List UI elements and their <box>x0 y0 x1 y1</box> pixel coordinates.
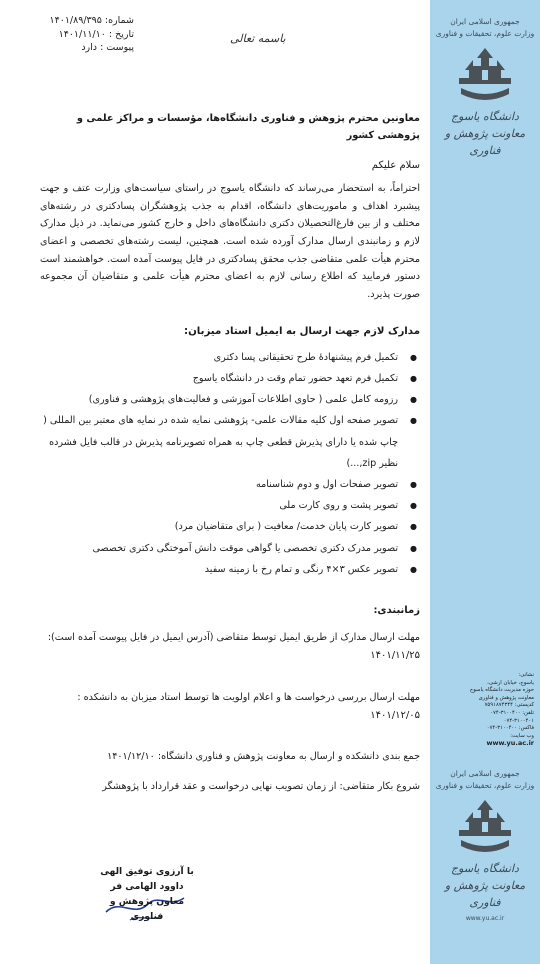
list-item: ● رزومه کامل علمی ( حاوی اطلاعات آموزشی و فعالیت‌های پژوهشی و فناوری) <box>40 389 398 410</box>
sidebar-bottom-block <box>430 768 540 922</box>
sidebar-contact-info <box>438 672 534 748</box>
schedule-item: مهلت ارسال مدارک از طریق ایمیل توسط متقاضی (آدرس ایمیل در فایل پیوست آمده است): <box>47 632 420 644</box>
sidebar-deputy: معاونت پژوهش و <box>444 127 526 140</box>
sidebar-deputy-bottom-2: فناوری <box>469 896 501 909</box>
schedule-date: ۱۴۰۱/۱۱/۲۵ <box>370 650 420 662</box>
contact-line: معاونت پژوهش و فناوری <box>478 694 534 701</box>
letter-paragraph: احتراماً، به استحضار می‌رساند که دانشگاه یاسوج در راستای سیاست‌های وزارت عتف و جهت پیشبرد اهداف و ماموریت‌های دانشگاه، اقدام به جذب پژوهشگران پسادکتری در رشته‌های مختلف و از بین فارغ‌التحصیلان دکتری دانشگاه‌های داخل و خارج کشور می‌نماید. در ذیل مدارک لازم و زمانبندی ارسال مدارک آورده شده است. همچنین، لیست رشته‌های تخصصی و اعضای محترم هیأت علمی متقاضی جذب محقق پسادکتری در فایل پیوست آمده است. خواهشمند است دستور فرمایید که اطلاع رسانی لازم به اعضای محترم هیأت علمی و متقاضیان آن مجموعه صورت پذیرد. <box>40 183 420 300</box>
contact-line: کدپستی: ۷۵۹۱۸۷۴۳۴۴ <box>484 702 534 709</box>
university-logo-icon <box>453 44 517 108</box>
letter-number-value: ۱۴۰۱/۸۹/۳۹۵ <box>49 15 102 26</box>
list-item: ● تکمیل فرم پیشنهادهٔ طرح تحقیقاتی پسا دکتری <box>40 347 398 368</box>
sidebar-deputy-2: فناوری <box>469 144 501 157</box>
schedule-heading: زمانبندی: <box>373 605 420 617</box>
docs-heading: مدارک لازم جهت ارسال به ایمیل استاد میزبان: <box>184 326 420 338</box>
list-item: ● تصویر صفحات اول و دوم شناسنامه <box>40 474 398 495</box>
letter-number-label: شماره: <box>104 15 134 26</box>
list-item: ● تصویر کارت پایان خدمت/ معافیت ( برای متقاضیان مرد) <box>40 516 398 537</box>
sidebar-country: جمهوری اسلامی ایران <box>450 17 520 26</box>
letter-attachment-row <box>14 41 134 55</box>
sidebar-ministry: وزارت علوم، تحقیقات و فناوری <box>435 29 535 38</box>
schedule-item: جمع بندی دانشکده و ارسال به معاونت پژوهش و فناوری دانشگاه: ۱۴۰۱/۱۲/۱۰ <box>107 751 420 763</box>
letter-date-row <box>14 28 134 42</box>
sidebar-university: دانشگاه یاسوج <box>451 110 519 123</box>
signature-wish: با آرزوی توفیق الهی <box>100 866 194 877</box>
website-link[interactable]: www.yu.ac.ir <box>486 739 534 748</box>
letter-attachment-label: پیوست : <box>100 42 134 54</box>
list-item: ● تصویر مدرک دکتری تخصصی یا گواهی موقت دانش آموختگی دکتری تخصصی <box>40 538 398 559</box>
contact-line: وب سایت: <box>510 732 534 739</box>
schedule-date: ۱۴۰۱/۱۲/۰۵ <box>370 709 420 721</box>
list-item: ● تکمیل فرم تعهد حضور تمام وقت در دانشگاه یاسوج <box>40 368 398 389</box>
bismillah-heading: باسمه تعالی <box>230 32 286 45</box>
signature-title: معاون پژوهش و فناوری <box>109 896 185 922</box>
university-logo-icon <box>453 796 517 860</box>
letter-date-label: تاریخ : <box>108 28 134 40</box>
contact-line: نشانی: <box>518 672 534 678</box>
sidebar-country-bottom: جمهوری اسلامی ایران <box>450 769 520 778</box>
contact-line: فاکس: ۳۱۰۰۴۰۰-۰۷۴ <box>486 725 534 732</box>
schedule-item: مهلت ارسال بررسی درخواست ها و اعلام اولویت ها توسط استاد میزبان به دانشکده : <box>77 691 420 703</box>
contact-line: حوزه مدیریت دانشگاه یاسوج <box>469 687 534 694</box>
letter-body <box>40 110 420 796</box>
letter-attachment-value: دارد <box>81 42 98 54</box>
contact-line: تلفن: ۳۱۰۰۴۰۰-۰۷۴ <box>490 709 534 716</box>
sidebar-ministry-bottom: وزارت علوم، تحقیقات و فناوری <box>435 781 535 790</box>
contact-line: ۰۷۴-۳۱۰۰۴۰۱ <box>503 717 534 724</box>
sidebar-deputy-bottom: معاونت پژوهش و <box>444 879 526 892</box>
letterhead-sidebar <box>430 0 540 964</box>
website-link-bottom[interactable]: www.yu.ac.ir <box>465 915 505 922</box>
list-item: ● تصویر عکس ۳×۴ رنگی و تمام رخ با زمینه سفید <box>40 559 398 580</box>
list-item: ● تصویر صفحه اول کلیه مقالات علمی- پژوهشی نمایه شده در نمایه های معتبر بین المللی ( چاپ شده یا دارای پذیرش قطعی چاپ به همراه تصویرنامه پذیرش در قالب فایل فشرده نظیر zip,...) <box>40 410 398 474</box>
list-item: ● تصویر پشت و روی کارت ملی <box>40 495 398 516</box>
sidebar-university-bottom: دانشگاه یاسوج <box>451 862 519 875</box>
signature-block <box>92 864 202 924</box>
sidebar-top-block <box>430 16 540 159</box>
greeting: سلام علیکم <box>371 159 420 171</box>
required-documents-list <box>40 347 420 580</box>
signature-name: داوود الهامی فر <box>110 881 184 892</box>
recipient-line: معاونین محترم پژوهش و فناوری دانشگاه‌ها، مؤسسات و مراکز علمی و پژوهشی کشور <box>76 113 420 142</box>
contact-line: یاسوج، خیابان ارشی، <box>487 679 534 686</box>
letter-date-value: ۱۴۰۱/۱۱/۱۰ <box>58 28 106 40</box>
schedule-item: شروع بکار متقاضی: از زمان تصویب نهایی درخواست و عقد قرارداد با پژوهشگر <box>102 781 420 793</box>
letter-meta <box>14 14 134 55</box>
letter-number-row <box>14 14 134 28</box>
